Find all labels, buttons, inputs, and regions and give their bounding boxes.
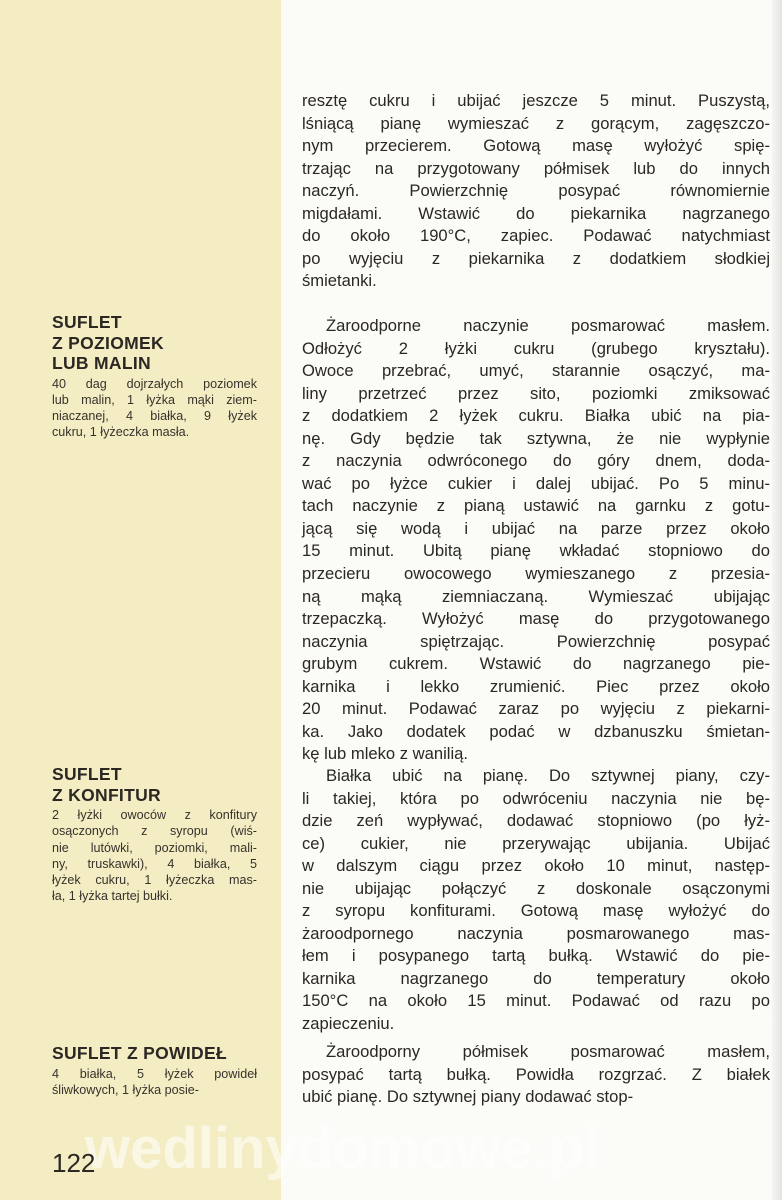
text-line: trzając na przygotowany półmisek lub do innych (302, 158, 770, 178)
text-line: tach naczynie z pianą ustawić na garnku z gotu- (302, 496, 770, 516)
ingredients-line: nie lutówki, poziomki, mali- (52, 840, 257, 855)
ingredients-line: 4 białka, 5 łyżek powideł (52, 1066, 257, 1081)
sidebar-column (0, 0, 281, 1200)
text-line: ka. Jako dodatek podać w dzbanuszku śmietan- (302, 721, 770, 741)
text-line: przecieru owocowego wymieszanego z przesia- (302, 564, 770, 584)
recipe-ingredients (52, 376, 257, 441)
text-line: posypać tartą bułką. Powidła rozgrzać. Z białek (302, 1064, 770, 1084)
text-line: ce) cukier, nie przerywając ubijania. Ubijać (302, 833, 770, 853)
text-line: z syropu konfiturami. Gotową masę wyłożyć do (302, 901, 770, 921)
text-line: trzepaczką. Wyłożyć masę do przygotowanego (302, 609, 770, 629)
recipe-title-line: Z KONFITUR (52, 784, 161, 805)
text-line: Owoce przebrać, umyć, starannie osączyć, ma- (302, 361, 770, 381)
watermark: wedlinydomowe.pl (85, 1116, 601, 1181)
ingredients-line: ny, truskawki), 4 białka, 5 (52, 856, 257, 871)
recipe-title-line: Z POZIOMEK (52, 332, 164, 353)
text-line: grubym cukrem. Wstawić do nagrzanego pie- (302, 654, 770, 674)
text-line: naczynia spiętrzając. Powierzchnię posypać (302, 631, 770, 651)
text-line: nę. Gdy będzie tak sztywna, że nie wypłynie (302, 428, 770, 448)
ingredients-line: 2 łyżki owoców z konfitury (52, 808, 257, 822)
text-line: ną mąką ziemniaczaną. Wymieszać ubijając (302, 586, 770, 606)
text-line: Żaroodporne naczynie posmarować masłem. (326, 316, 770, 335)
text-line: lśniącą pianę wymieszać z gorącym, zagęszczo- (302, 113, 770, 133)
text-line: dzie zeń wypływać, dodawać stopniowo (po łyż- (302, 811, 770, 831)
recipe-ingredients (52, 807, 257, 905)
recipe-title (52, 1043, 257, 1064)
paragraph-poziomek (302, 315, 770, 766)
page-number: 122 (52, 1148, 96, 1178)
recipe-title (52, 312, 257, 374)
text-line: nym przecierem. Gotową masę wyłożyć spię- (302, 136, 770, 156)
text-line: z dodatkiem 2 łyżek cukru. Białka ubić na pia- (302, 406, 770, 426)
ingredients-line: niaczanej, 4 białka, 9 łyżek (52, 409, 257, 424)
recipe-title-line: SUFLET (52, 764, 122, 784)
text-line: zapieczeniu. (302, 1014, 395, 1034)
text-line: po wyjęciu z piekarnika z dodatkiem słodkiej (302, 248, 770, 268)
text-line: karnika nagrzanego do temperatury około (302, 968, 770, 988)
text-line: resztę cukru i ubijać jeszcze 5 minut. Puszystą, (302, 91, 770, 110)
text-line: Żaroodporny półmisek posmarować masłem, (326, 1042, 770, 1061)
ingredients-line: cukru, 1 łyżeczka masła. (52, 425, 190, 440)
text-line: nie ubijając połączyć z doskonale osączonymi (302, 878, 770, 898)
recipe-sidebar-powidel (52, 1043, 257, 1098)
paragraph-brzoskwiniowy-end (302, 90, 770, 293)
text-line: naczyń. Powierzchnię posypać równomiernie (302, 181, 770, 201)
text-line: jącą się wodą i ubijać na parze przez około (302, 518, 770, 538)
ingredients-line: ła, 1 łyżka tartej bułki. (52, 889, 173, 904)
page-edge (772, 0, 782, 1200)
text-line: karnika i lekko zrumienić. Piec przez około (302, 676, 770, 696)
recipe-sidebar-poziomek (52, 312, 257, 441)
recipe-title (52, 764, 257, 805)
recipe-sidebar-konfitur (52, 764, 257, 905)
ingredients-line: osączonych z syropu (wiś- (52, 824, 257, 839)
ingredients-line: 40 dag dojrzałych poziomek (52, 376, 257, 391)
text-line: do około 190°C, zapiec. Podawać natychmiast (302, 226, 770, 246)
text-line: 150°C na około 15 minut. Podawać od razu po (302, 991, 770, 1011)
ingredients-line: łyżek cukru, 1 łyżeczka mas- (52, 873, 257, 888)
text-line: żaroodpornego naczynia posmarowanego mas- (302, 923, 770, 943)
recipe-title-line: SUFLET (52, 312, 122, 332)
recipe-title-line: LUB MALIN (52, 353, 151, 373)
text-line: li takiej, która po odwróceniu naczynia nie bę- (302, 788, 770, 808)
paragraph-powidel (302, 1041, 770, 1109)
text-line: z naczynia odwróconego do góry dnem, doda- (302, 451, 770, 471)
text-line: ubić pianę. Do sztywnej piany dodawać stop- (302, 1087, 634, 1107)
text-line: Odłożyć 2 łyżki cukru (grubego kryształu). (302, 338, 770, 358)
text-line: liny przetrzeć przez sito, poziomki zmiksować (302, 383, 770, 403)
text-line: kę lub mleko z wanilią. (302, 744, 469, 764)
text-line: migdałami. Wstawić do piekarnika nagrzanego (302, 203, 770, 223)
text-line: łem i posypanego tartą bułką. Wstawić do pie- (302, 946, 770, 966)
paragraph-konfitur (302, 765, 770, 1036)
ingredients-line: śliwkowych, 1 łyżka posie- (52, 1082, 199, 1097)
text-line: Białka ubić na pianę. Do sztywnej piany, czy- (326, 766, 770, 785)
text-line: śmietanki. (302, 271, 377, 291)
text-line: w dalszym ciągu przez około 10 minut, następ- (302, 856, 770, 876)
recipe-ingredients (52, 1066, 257, 1099)
text-line: wać po łyżce cukier i dalej ubijać. Po 5 minu- (302, 473, 770, 493)
text-line: 20 minut. Podawać zaraz po wyjęciu z piekarni- (302, 699, 770, 719)
text-line: 15 minut. Ubitą pianę wkładać stopniowo do (302, 541, 770, 561)
recipe-title-line: SUFLET Z POWIDEŁ (52, 1043, 227, 1063)
ingredients-line: lub malin, 1 łyżka mąki ziem- (52, 392, 257, 407)
